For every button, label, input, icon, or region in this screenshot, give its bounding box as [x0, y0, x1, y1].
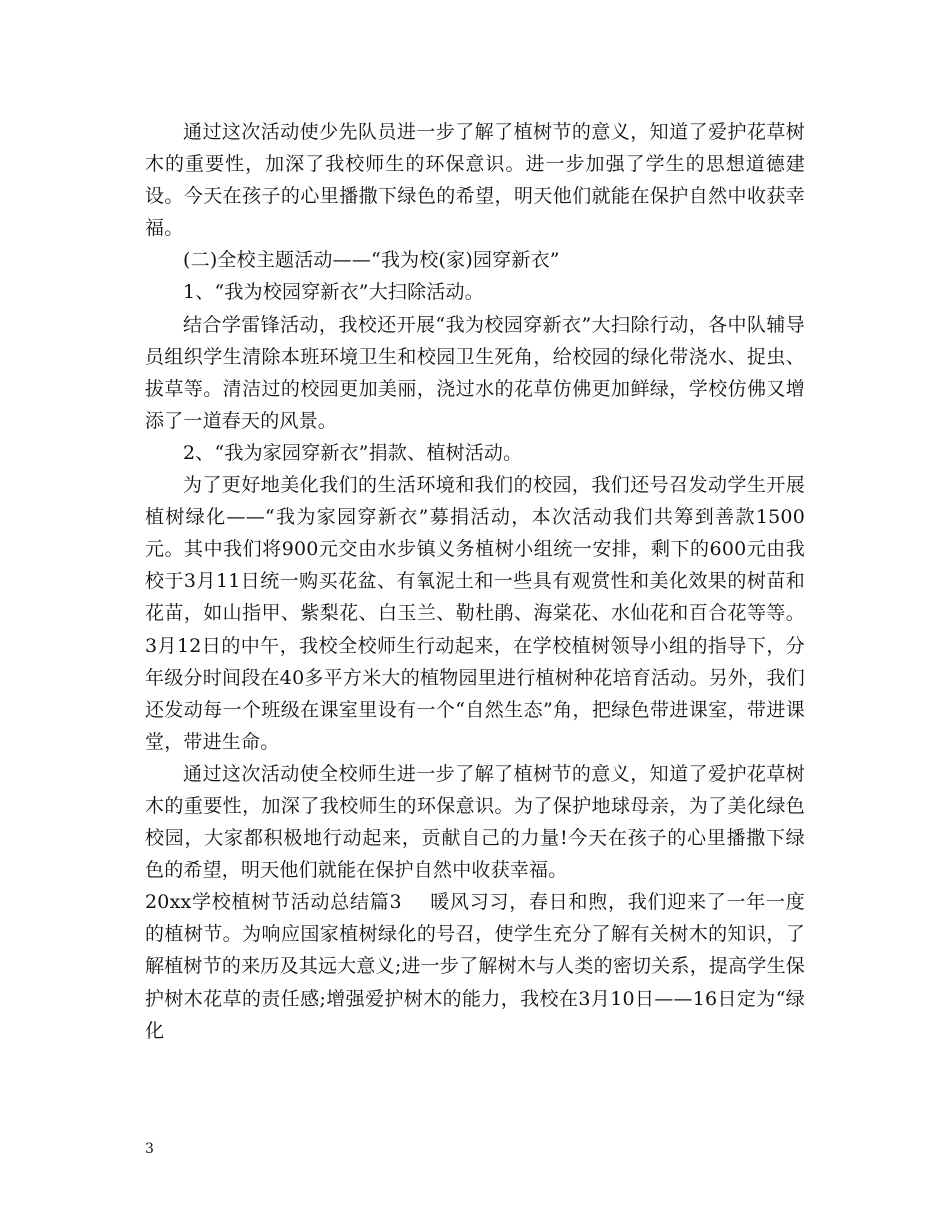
paragraph-donation-planting-activity: 为了更好地美化我们的生活环境和我们的校园，我们还号召发动学生开展植树绿化——“我为家园穿新衣”募捐活动，本次活动我们共筹到善款1500元。其中我们将900元交由水步镇义务植树小组统一安排，剩下的600元由我校于3月11日统一购买花盆、有氧泥土和一些具有观赏性和美化效果的树苗和花苗，如山指甲、紫梨花、白玉兰、勒杜鹃、海棠花、水仙花和百合花等等。3月12日的中午，我校全校师生行动起来，在学校植树领导小组的指导下，分年级分时间段在40多平方米大的植物园里进行植树种花培育活动。另外，我们还发动每一个班级在课室里设有一个“自然生态”角，把绿色带进课室，带进课堂，带进生命。 — [145, 474, 805, 753]
paragraph-summary-young-pioneers: 通过这次活动使少先队员进一步了解了植树节的意义，知道了爱护花草树木的重要性，加深了我校师生的环保意识。进一步加强了学生的思想道德建设。今天在孩子的心里播撒下绿色的希望，明天他们就能在保护自然中收获幸福。 — [145, 121, 805, 240]
heading-cleanup-activity: 1、“我为校园穿新衣”大扫除活动。 — [183, 281, 484, 304]
heading-school-theme-activity: (二)全校主题活动——“我为校(家)园穿新衣” — [183, 249, 560, 272]
document-body — [145, 116, 805, 1047]
heading-donation-planting-activity: 2、“我为家园穿新衣”捐款、植树活动。 — [183, 441, 523, 464]
section-3-paragraph — [145, 886, 805, 1046]
section-heading: 20xx学校植树节活动总结篇3 — [145, 891, 402, 914]
section-body: 暖风习习，春日和煦，我们迎来了一年一度的植树节。为响应国家植树绿化的号召，使学生充分了解有关树木的知识，了解植树节的来历及其远大意义;进一步了解树木与人类的密切关系，提高学生保护树木花草的责任感;增强爱护树木的能力，我校在3月10日——16日定为“绿化 — [145, 891, 805, 1042]
paragraph-summary-teachers-students: 通过这次活动使全校师生进一步了解了植树节的意义，知道了爱护花草树木的重要性，加深了我校师生的环保意识。为了保护地球母亲，为了美化绿色校园，大家都积极地行动起来，贡献自己的力量!今天在孩子的心里播撒下绿色的希望，明天他们就能在保护自然中收获幸福。 — [145, 762, 805, 882]
page-number: 3 — [145, 1141, 154, 1157]
paragraph-cleanup-activity: 结合学雷锋活动，我校还开展“我为校园穿新衣”大扫除行动，各中队辅导员组织学生清除本班环境卫生和校园卫生死角，给校园的绿化带浇水、捉虫、拔草等。清洁过的校园更加美丽，浇过水的花草仿佛更加鲜绿，学校仿佛又增添了一道春天的风景。 — [145, 313, 805, 432]
